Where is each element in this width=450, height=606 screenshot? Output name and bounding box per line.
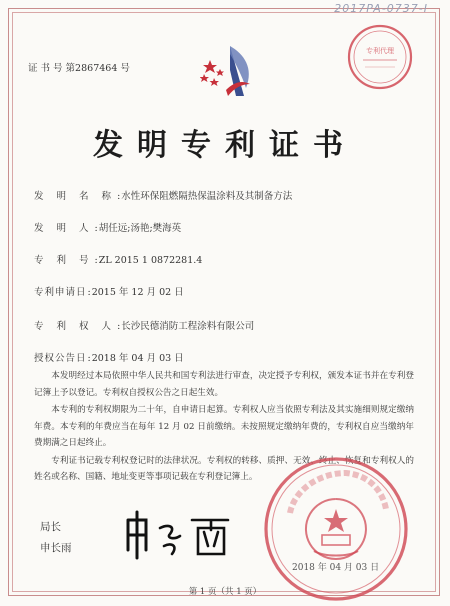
field-patentee: 专 利 权 人:长沙民德消防工程涂料有限公司 [34,318,254,332]
body-paragraph: 本专利的专利权期限为二十年，自申请日起算。专利权人应当依照专利法及其实施细则规定缴纳年费。本专利的年费应当在每年 12 月 02 日前缴纳。未按照规定缴纳年费的，专利权自应当缴纳年费期满之日起终止。 [34,405,414,448]
certificate-number: 证 书 号 第2867464 号 [28,63,130,74]
body-paragraph: 本发明经过本局依照中华人民共和国专利法进行审查，决定授予专利权，颁发本证书并在专利登记簿上予以登记。专利权自授权公告之日起生效。 [34,371,414,398]
field-patent-number: 专 利 号:ZL 2015 1 0872281.4 [34,252,202,266]
field-label: 授权公告日 [34,353,87,364]
field-value: 长沙民德消防工程涂料有限公司 [121,321,255,332]
field-label: 发 明 名 称 [34,191,117,202]
official-seal-icon [262,455,410,603]
field-label: 发 明 人 [34,223,94,234]
page-number: 第 1 页（共 1 页） [188,587,262,597]
field-value: 胡任远;汤艳;樊海英 [98,223,182,234]
field-value: 2015 年 12 月 02 日 [91,287,184,298]
field-application-date: 专利申请日:2015 年 12 月 02 日 [34,284,184,298]
body-paragraph: 专利证书记载专利权登记时的法律状况。专利权的转移、质押、无效、终止、恢复和专利权人的姓名或名称、国籍、地址变更等事项记载在专利登记簿上。 [34,455,414,482]
seal-date: 2018 年 04 月 03 日 [292,563,380,573]
field-value: ZL 2015 1 0872281.4 [98,255,203,266]
handwritten-signature-icon [120,506,240,562]
cnipa-logo-icon [200,40,260,102]
field-value: 水性环保阻燃隔热保温涂料及其制备方法 [121,191,293,202]
stamp-top-text: 专利代理 [366,47,394,55]
handwritten-note: 2017PA-0737-I [334,2,428,15]
field-label: 专 利 号 [34,255,94,266]
signatory-name: 申长雨 [40,542,72,554]
field-grant-date: 授权公告日:2018 年 04 月 03 日 [34,350,184,364]
agent-stamp-icon [345,22,415,92]
field-inventors: 发 明 人:胡任远;汤艳;樊海英 [34,220,181,234]
field-label: 专 利 权 人 [34,321,117,332]
signatory-title: 局长 [40,521,61,533]
certificate-title: 发明专利证书 [93,128,357,163]
field-label: 专利申请日 [34,287,87,298]
field-value: 2018 年 04 月 03 日 [91,353,184,364]
field-invention-name: 发 明 名 称:水性环保阻燃隔热保温涂料及其制备方法 [34,188,292,202]
